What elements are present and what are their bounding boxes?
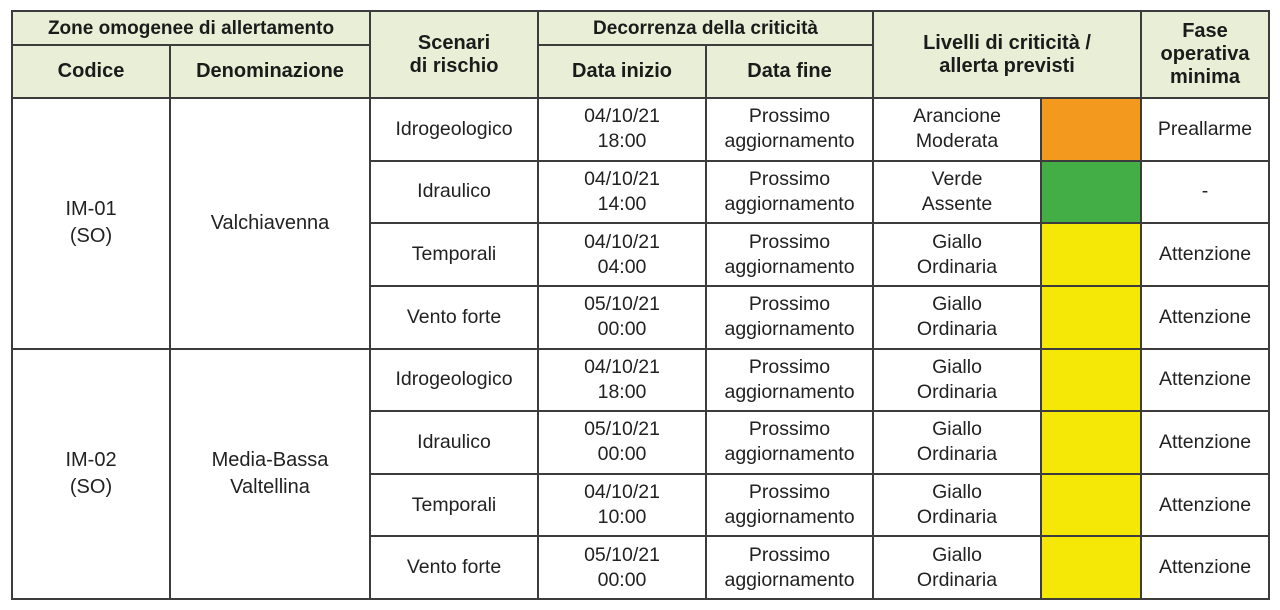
phase-cell: Attenzione bbox=[1141, 411, 1269, 474]
cell-line: Giallo bbox=[932, 418, 982, 441]
cell-line: aggiornamento bbox=[724, 318, 855, 341]
end-date-cell bbox=[706, 98, 873, 161]
cell-line: aggiornamento bbox=[724, 130, 855, 153]
level-color-swatch bbox=[1041, 411, 1141, 474]
cell-line: Giallo bbox=[932, 293, 982, 316]
cell-line: Arancione bbox=[913, 105, 1001, 128]
cell-line: Assente bbox=[921, 192, 993, 215]
scenario-cell: Idraulico bbox=[370, 411, 538, 474]
cell-line: 04:00 bbox=[597, 255, 647, 278]
cell-line: 14:00 bbox=[597, 192, 647, 215]
zone-name-cell bbox=[170, 349, 370, 600]
end-date-cell bbox=[706, 536, 873, 599]
scenario-cell: Idrogeologico bbox=[370, 98, 538, 161]
level-color-swatch bbox=[1041, 286, 1141, 349]
cell-line: 18:00 bbox=[597, 380, 647, 403]
end-date-cell bbox=[706, 474, 873, 537]
cell-line: Prossimo bbox=[748, 543, 831, 566]
code-header: Codice bbox=[12, 45, 170, 98]
start-date-cell bbox=[538, 411, 706, 474]
scenario-cell: Temporali bbox=[370, 223, 538, 286]
zone-code-cell bbox=[12, 98, 170, 349]
level-label-cell bbox=[873, 474, 1041, 537]
zone-code-cell bbox=[12, 349, 170, 600]
level-color-swatch bbox=[1041, 474, 1141, 537]
validity-header: Decorrenza della criticità bbox=[538, 11, 873, 45]
phase-cell: Attenzione bbox=[1141, 536, 1269, 599]
end-date-cell bbox=[706, 286, 873, 349]
phase-cell: Attenzione bbox=[1141, 349, 1269, 412]
cell-line: 05/10/21 bbox=[584, 543, 660, 566]
level-label-cell bbox=[873, 411, 1041, 474]
table-row bbox=[12, 98, 1269, 161]
level-color-swatch bbox=[1041, 349, 1141, 412]
cell-line: 04/10/21 bbox=[584, 481, 660, 504]
scenario-cell: Temporali bbox=[370, 474, 538, 537]
end-date-cell bbox=[706, 349, 873, 412]
cell-line: 04/10/21 bbox=[584, 105, 660, 128]
level-label-cell bbox=[873, 98, 1041, 161]
phase-header: Fase operativa minima bbox=[1141, 11, 1269, 98]
start-date-cell bbox=[538, 223, 706, 286]
cell-line: Giallo bbox=[932, 481, 982, 504]
cell-line: aggiornamento bbox=[724, 443, 855, 466]
start-date-cell bbox=[538, 161, 706, 224]
end-header: Data fine bbox=[706, 45, 873, 98]
cell-line: Ordinaria bbox=[916, 380, 998, 403]
cell-line: 04/10/21 bbox=[584, 167, 660, 190]
level-color-swatch bbox=[1041, 536, 1141, 599]
start-header: Data inizio bbox=[538, 45, 706, 98]
start-date-cell bbox=[538, 349, 706, 412]
cell-line: aggiornamento bbox=[724, 380, 855, 403]
cell-line: Valtellina bbox=[230, 475, 310, 498]
cell-line: Prossimo bbox=[748, 105, 831, 128]
table-body bbox=[12, 98, 1269, 599]
cell-line: Prossimo bbox=[748, 418, 831, 441]
cell-line: Ordinaria bbox=[916, 506, 998, 529]
cell-line: Media-Bassa bbox=[211, 448, 329, 471]
end-date-cell bbox=[706, 161, 873, 224]
start-date-cell bbox=[538, 98, 706, 161]
cell-line: Ordinaria bbox=[916, 568, 998, 591]
cell-line: Moderata bbox=[915, 130, 999, 153]
phase-cell: Attenzione bbox=[1141, 286, 1269, 349]
level-label-cell bbox=[873, 161, 1041, 224]
level-label-cell bbox=[873, 349, 1041, 412]
level-label-cell bbox=[873, 286, 1041, 349]
start-date-cell bbox=[538, 536, 706, 599]
cell-line: 18:00 bbox=[597, 130, 647, 153]
cell-line: 00:00 bbox=[597, 318, 647, 341]
phase-cell: Preallarme bbox=[1141, 98, 1269, 161]
scenario-cell: Idrogeologico bbox=[370, 349, 538, 412]
cell-line: (SO) bbox=[69, 225, 113, 248]
level-header: Livelli di criticità / allerta previsti bbox=[873, 11, 1141, 98]
cell-line: 05/10/21 bbox=[584, 418, 660, 441]
level-label-cell bbox=[873, 536, 1041, 599]
cell-line: Prossimo bbox=[748, 230, 831, 253]
scenario-header: Scenari di rischio bbox=[370, 11, 538, 98]
cell-line: IM-01 bbox=[65, 198, 117, 221]
cell-line: 00:00 bbox=[597, 443, 647, 466]
end-date-cell bbox=[706, 411, 873, 474]
scenario-cell: Vento forte bbox=[370, 536, 538, 599]
scenario-cell: Vento forte bbox=[370, 286, 538, 349]
zone-header: Zone omogenee di allertamento bbox=[12, 11, 370, 45]
cell-line: Prossimo bbox=[748, 293, 831, 316]
cell-line: Valchiavenna bbox=[210, 211, 330, 234]
name-header: Denominazione bbox=[170, 45, 370, 98]
cell-line: Ordinaria bbox=[916, 443, 998, 466]
cell-line: 00:00 bbox=[597, 568, 647, 591]
cell-line: 05/10/21 bbox=[584, 293, 660, 316]
cell-line: Prossimo bbox=[748, 481, 831, 504]
cell-line: Ordinaria bbox=[916, 255, 998, 278]
cell-line: aggiornamento bbox=[724, 568, 855, 591]
cell-line: (SO) bbox=[69, 475, 113, 498]
cell-line: Prossimo bbox=[748, 355, 831, 378]
phase-cell: Attenzione bbox=[1141, 223, 1269, 286]
cell-line: Prossimo bbox=[748, 167, 831, 190]
start-date-cell bbox=[538, 286, 706, 349]
cell-line: Giallo bbox=[932, 543, 982, 566]
end-date-cell bbox=[706, 223, 873, 286]
phase-cell: Attenzione bbox=[1141, 474, 1269, 537]
zone-name-cell bbox=[170, 98, 370, 349]
phase-cell: - bbox=[1141, 161, 1269, 224]
cell-line: 04/10/21 bbox=[584, 355, 660, 378]
cell-line: IM-02 bbox=[65, 448, 117, 471]
level-color-swatch bbox=[1041, 161, 1141, 224]
cell-line: aggiornamento bbox=[724, 192, 855, 215]
level-color-swatch bbox=[1041, 98, 1141, 161]
scenario-cell: Idraulico bbox=[370, 161, 538, 224]
cell-line: Ordinaria bbox=[916, 318, 998, 341]
table-row bbox=[12, 349, 1269, 412]
cell-line: Giallo bbox=[932, 230, 982, 253]
level-label-cell bbox=[873, 223, 1041, 286]
cell-line: aggiornamento bbox=[724, 506, 855, 529]
cell-line: aggiornamento bbox=[724, 255, 855, 278]
alert-table bbox=[11, 10, 1270, 600]
cell-line: Verde bbox=[931, 167, 983, 190]
level-color-swatch bbox=[1041, 223, 1141, 286]
cell-line: 10:00 bbox=[597, 506, 647, 529]
cell-line: Giallo bbox=[932, 355, 982, 378]
start-date-cell bbox=[538, 474, 706, 537]
cell-line: 04/10/21 bbox=[584, 230, 660, 253]
